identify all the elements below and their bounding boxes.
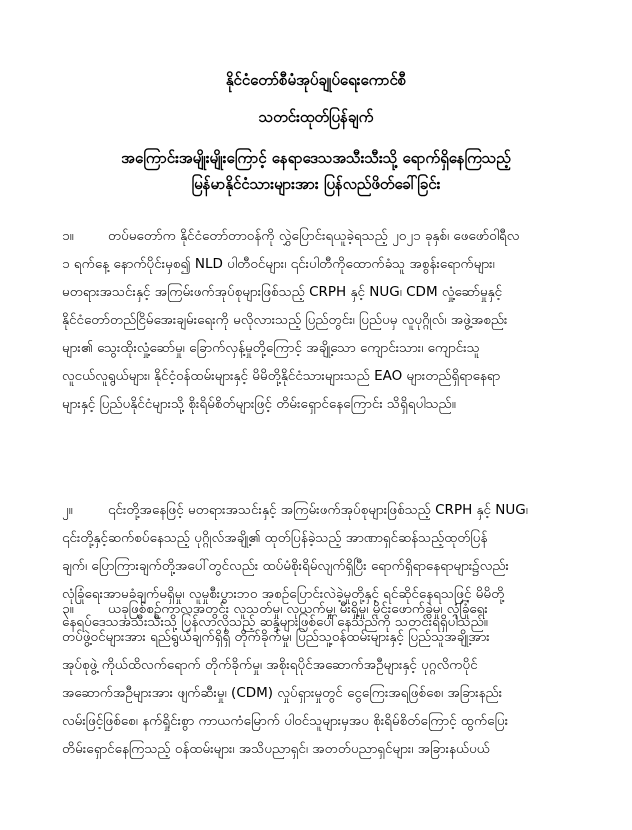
paragraph-line (62, 222, 602, 250)
paragraph-line: ချက်၊ ပြောကြားချက်တို့အပေါ်တွင်လည်း ထပ်မံစိုးရိမ်လျက်ရှိပြီး ရောက်ရှိရာနေရာများ၌လည်း (62, 558, 509, 574)
paragraph-line: လုံခြုံရေးအာမခံချက်မရှိမှု၊ လူမှုစီးပွားဘဝ အစဉ်ပြောင်းလဲခဲ့မှုတို့နှင့် ရင်ဆိုင်နေရသဖြင့် မိမိတို့ (62, 586, 505, 602)
paragraph-line: ၎င်းတို့နှင့်ဆက်စပ်နေသည့် ပုဂ္ဂိုလ်အချို့၏ ထုတ်ပြန်ခဲ့သည့် အာဏာရှင်ဆန်သည့်ထုတ်ပြန် (62, 530, 488, 546)
paragraph-line: တိမ်းရှောင်နေကြသည့် ဝန်ထမ်းများ၊ အသိပညာရှင်၊ အတတ်ပညာရှင်များ၊ အခြားနယ်ပယ် (62, 741, 490, 757)
line-text: ၎င်းတို့အနေဖြင့် မတရားအသင်းနှင့် အကြမ်းဖက်အုပ်စုများဖြစ်သည့် CRPH နှင့် NUG၊ (108, 502, 528, 518)
paragraph-number: ၂။ (62, 502, 73, 518)
paragraph-line: နိုင်ငံတော်တည်ငြိမ်အေးချမ်းရေးကို မလိုလားသည့် ပြည်တွင်း၊ ပြည်ပမှ လူပုဂ္ဂိုလ်၊ အဖွဲ့အစည်း (62, 312, 508, 328)
paragraph-3 (62, 595, 602, 763)
organization-heading: နိုင်ငံတော်စီမံအုပ်ချုပ်ရေးကောင်စီ (225, 71, 407, 89)
document-type-heading: သတင်းထုတ်ပြန်ချက် (258, 108, 374, 126)
paragraph-line: လမ်းဖြင့်ဖြစ်စေ၊ နက်ရှိုင်းစွာ ကာယကံမြောက် ပါဝင်သူများမှအပ စိုးရိမ်စိတ်ကြောင့် ထွက်ပြေး (62, 713, 509, 729)
paragraph-line (62, 496, 602, 524)
line-text: ယခုဖြစ်စဉ်ကာလအတွင်း လူသတ်မှု၊ လုယက်မှု၊ မီးရှို့မှု၊ မိုင်းဖောက်ခွဲမှု၊ လုံခြုံရေး (108, 601, 488, 617)
paragraph-line: နေရပ်ဒေသအသီးသီးသို့ ပြန်လာလိုသည့် ဆန္ဒများဖြစ်ပေါ်နေသည်ကို သတင်းရရှိပါသည်။ (62, 614, 488, 630)
paragraph-line: များနှင့် ပြည်ပနိုင်ငံများသို့ စိုးရိမ်စိတ်များဖြင့် တိမ်းရှောင်နေကြောင်း သိရှိရပါသည်။ (62, 396, 456, 412)
title-line-1: အကြောင်းအမျိုးမျိုးကြောင့် နေရာဒေသအသီးသီးသို့ ရောက်ရှိနေကြသည့် (121, 149, 511, 167)
line-text: တပ်မတော်က နိုင်ငံတော်တာဝန်ကို လွှဲပြောင်းရယူခဲ့ရသည့် ၂၀၂၁ ခုနှစ်၊ ဖေဖော်ဝါရီလ (108, 228, 520, 244)
paragraph-number: ၁။ (62, 228, 74, 244)
paragraph-line: တပ်ဖွဲ့ဝင်များအား ရည်ရွယ်ချက်ရှိရှိ တိုက်ခိုက်မှု၊ ပြည်သူ့ဝန်ထမ်းများနှင့် ပြည်သူအချို့အား (62, 629, 490, 645)
paragraph-line: များ၏ သွေးထိုးလှုံ့ဆော်မှု၊ ခြောက်လှန့်မှုတို့ကြောင့် အချို့သော ကျောင်းသား၊ ကျောင်းသူ (62, 340, 480, 356)
paragraph-1 (62, 222, 602, 418)
title-line-2: မြန်မာနိုင်ငံသားများအား ပြန်လည်ဖိတ်ခေါ်ခြင်း (191, 175, 441, 193)
paragraph-line: အုပ်စုဖွဲ့ ကိုယ်ထိလက်ရောက် တိုက်ခိုက်မှု၊ အစိုးရပိုင်အဆောက်အဦများနှင့် ပုဂ္ဂလိကပိုင် (62, 657, 478, 673)
paragraph-number: ၃။ (62, 601, 74, 617)
paragraph-line: ၁ ရက်နေ့ နောက်ပိုင်းမှစ၍ NLD ပါတီဝင်များ၊ ၎င်းပါတီကိုထောက်ခံသူ အစွန်းရောက်များ၊ (62, 256, 495, 272)
paragraph-line: မတရားအသင်းနှင့် အကြမ်းဖက်အုပ်စုများဖြစ်သည့် CRPH နှင့် NUG၊ CDM လှုံ့ဆော်မှုနှင့် (62, 284, 503, 300)
paragraph-line: လူငယ်လူရွယ်များ၊ နိုင်ငံ့ဝန်ထမ်းများနှင့် မိမိတို့နိုင်ငံသားများသည် EAO များတည်ရှိရာနေရာ (62, 368, 501, 384)
paragraph-line: အဆောက်အဦများအား ဖျက်ဆီးမှု၊ (CDM) လှုပ်ရှားမှုတွင် ငွေကြေးအရဖြစ်စေ၊ အခြားနည်း (62, 685, 503, 701)
paragraph-line (62, 595, 602, 623)
